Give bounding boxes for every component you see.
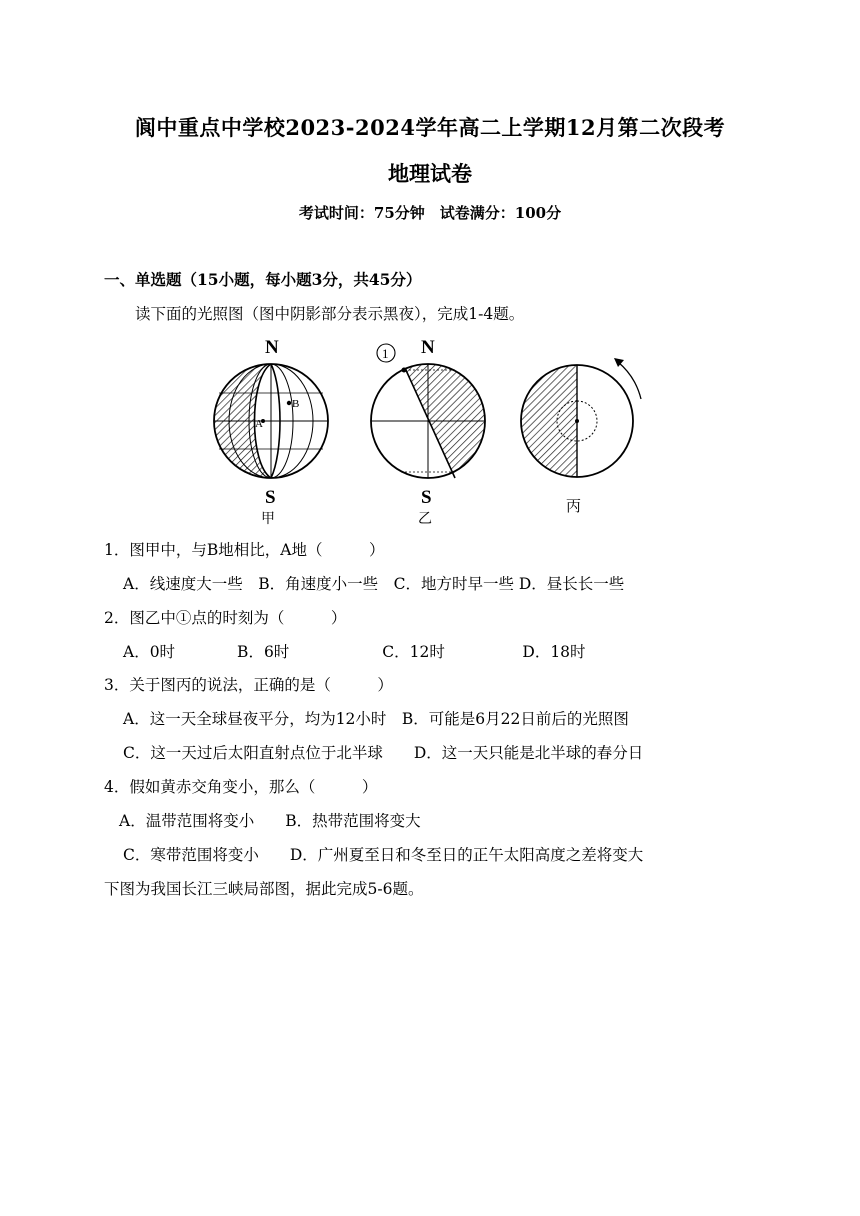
exam-title: 阆中重点中学校2023-2024学年高二上学期12月第二次段考 [134,115,726,140]
exam-info: 考试时间：75分钟 试卷满分：100分 [298,204,562,222]
jia-south-label: S [265,487,276,508]
jia-north-label: N [265,337,279,358]
figure-jia [214,337,328,527]
illumination-figures [205,333,655,528]
figure-yi [371,337,495,527]
question-2-stem: 2．图乙中①点的时刻为（ ） [104,609,347,627]
question-4-options-1: A．温带范围将变小 B．热带范围将变大 [119,812,421,830]
section-intro: 读下面的光照图（图中阴影部分表示黑夜），完成1-4题。 [135,305,525,323]
section-heading: 一、单选题（15小题，每小题3分，共45分） [104,270,422,289]
bing-caption: 丙 [566,497,582,515]
question-3-stem: 3．关于图丙的说法，正确的是（ ） [104,676,393,694]
yi-marker-label: 1 [382,346,389,361]
yi-north-label: N [421,337,435,358]
question-3-options-1: A．这一天全球昼夜平分，均为12小时 B．可能是6月22日前后的光照图 [123,710,629,728]
section-outro: 下图为我国长江三峡局部图，据此完成5-6题。 [104,880,424,898]
yi-south-label: S [421,487,432,508]
exam-subject: 地理试卷 [388,161,472,186]
question-3-options-2: C．这一天过后太阳直射点位于北半球 D．这一天只能是北半球的春分日 [123,744,644,762]
question-1-options: A．线速度大一些 B．角速度小一些 C．地方时早一些 D．昼长长一些 [123,575,625,593]
jia-point-a-label: A [255,418,263,430]
question-4-stem: 4．假如黄赤交角变小，那么（ ） [104,778,378,796]
jia-caption: 甲 [261,511,275,527]
yi-caption: 乙 [418,511,432,527]
question-1-stem: 1．图甲中，与B地相比，A地（ ） [104,541,385,559]
question-2-options: A．0时 B．6时 C．12时 D．18时 [123,643,586,661]
jia-point-b-label: B [292,398,300,410]
figure-bing [521,358,641,515]
question-4-options-2: C．寒带范围将变小 D．广州夏至日和冬至日的正午太阳高度之差将变大 [123,846,644,864]
